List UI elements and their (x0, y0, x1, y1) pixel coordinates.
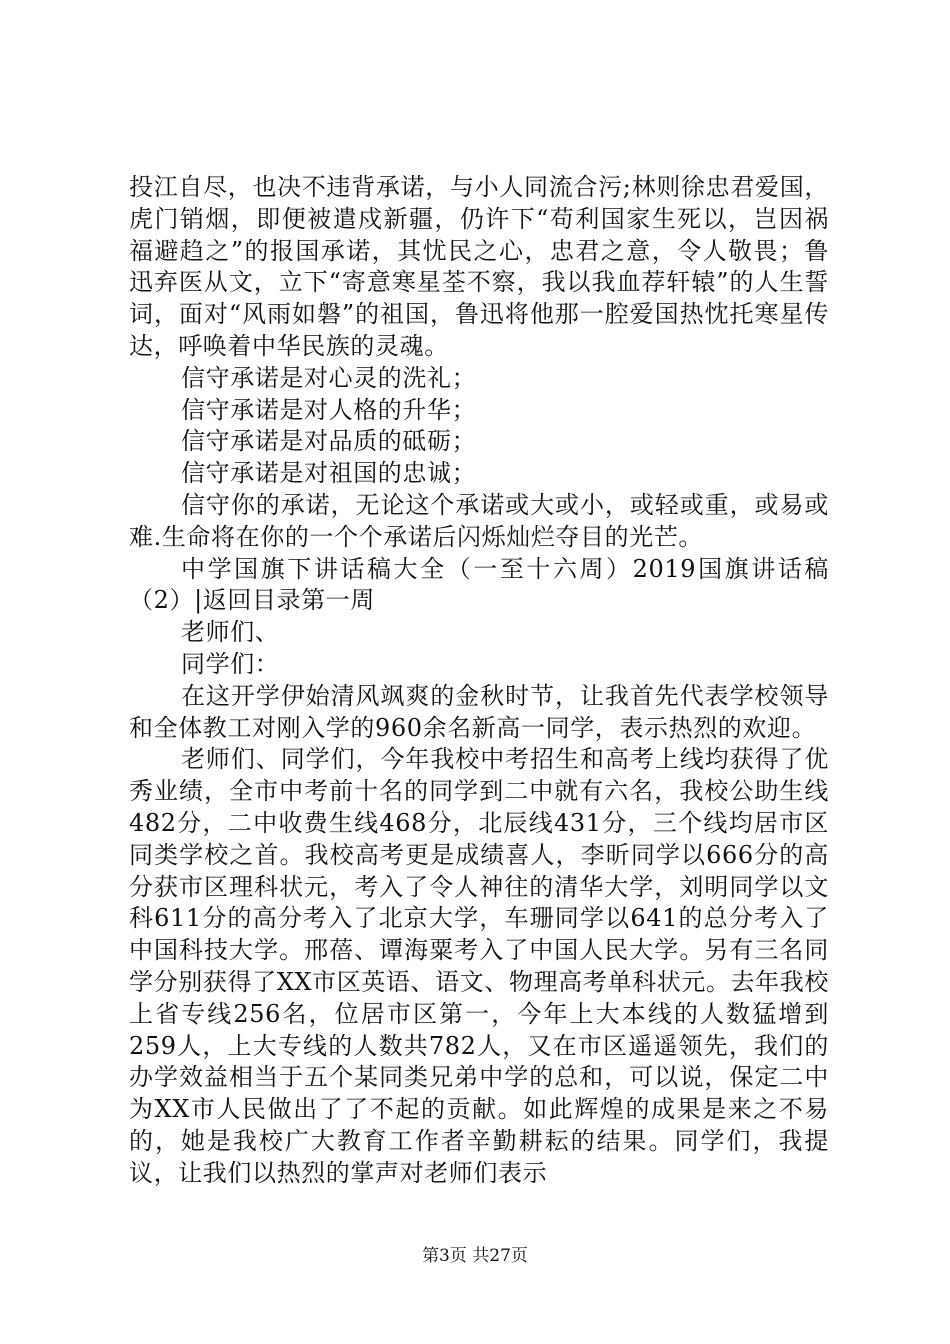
page-footer (0, 1245, 950, 1267)
paragraph-achievements: 老师们、同学们，今年我校中考招生和高考上线均获得了优秀业绩，全市中考前十名的同学到二中就有六名，我校公助生线482分，二中收费生线468分，北辰线431分，三个线均居市区同类学校之首。我校高考更是成绩喜人，李昕同学以666分的高分获市区理科状元，考入了令人神往的清华大学，刘明同学以文科611分的高分考入了北京大学，车珊同学以641的总分考入了中国科技大学。邢蓓、谭海粟考入了中国人民大学。另有三名同学分别获得了XX市区英语、语文、物理高考单科状元。去年我校上省专线256名，位居市区第一，今年上大本线的人数猛增到259人，上大专线的人数共782人，又在市区遥遥领先，我们的办学效益相当于五个某同类兄弟中学的总和，可以说，保定二中为XX市人民做出了了不起的贡献。如此辉煌的成果是来之不易的，她是我校广大教育工作者辛勤耕耘的结果。同学们，我提议，让我们以热烈的掌声对老师们表示 (129, 745, 829, 1187)
document-body (129, 172, 829, 1190)
paragraph-welcome: 在这开学伊始清风飒爽的金秋时节，让我首先代表学校领导和全体教工对刚入学的960余名新高一同学，表示热烈的欢迎。 (129, 681, 829, 742)
paragraph-3: 信守承诺是对人格的升华； (181, 395, 477, 424)
section-heading: 中学国旗下讲话稿大全（一至十六周）2019国旗讲话稿（2）|返回目录第一周 (129, 554, 829, 615)
paragraph-6: 信守你的承诺，无论这个承诺或大或小，或轻或重，或易或难.生命将在你的一个个承诺后闪烁灿烂夺目的光芒。 (129, 490, 829, 551)
paragraph-5: 信守承诺是对祖国的忠诚； (181, 459, 477, 488)
page-number: 第3页 共27页 (422, 1246, 528, 1266)
paragraph-1: 投江自尽，也决不违背承诺，与小人同流合污;林则徐忠君爱国，虎门销烟，即便被遣戍新疆，仍许下“苟利国家生死以，岂因祸福避趋之”的报国承诺，其忧民之心，忠君之意，令人敬畏；鲁迅弃医从文，立下“寄意寒星荃不察，我以我血荐轩辕”的人生誓词，面对“风雨如磐”的祖国，鲁迅将他那一腔爱国热忱托寒星传达，呼唤着中华民族的灵魂。 (129, 173, 829, 360)
paragraph-4: 信守承诺是对品质的砥砺； (181, 427, 477, 456)
salutation-teachers: 老师们、 (181, 618, 280, 647)
paragraph-2: 信守承诺是对心灵的洗礼； (181, 363, 477, 392)
salutation-students: 同学们： (181, 649, 280, 678)
